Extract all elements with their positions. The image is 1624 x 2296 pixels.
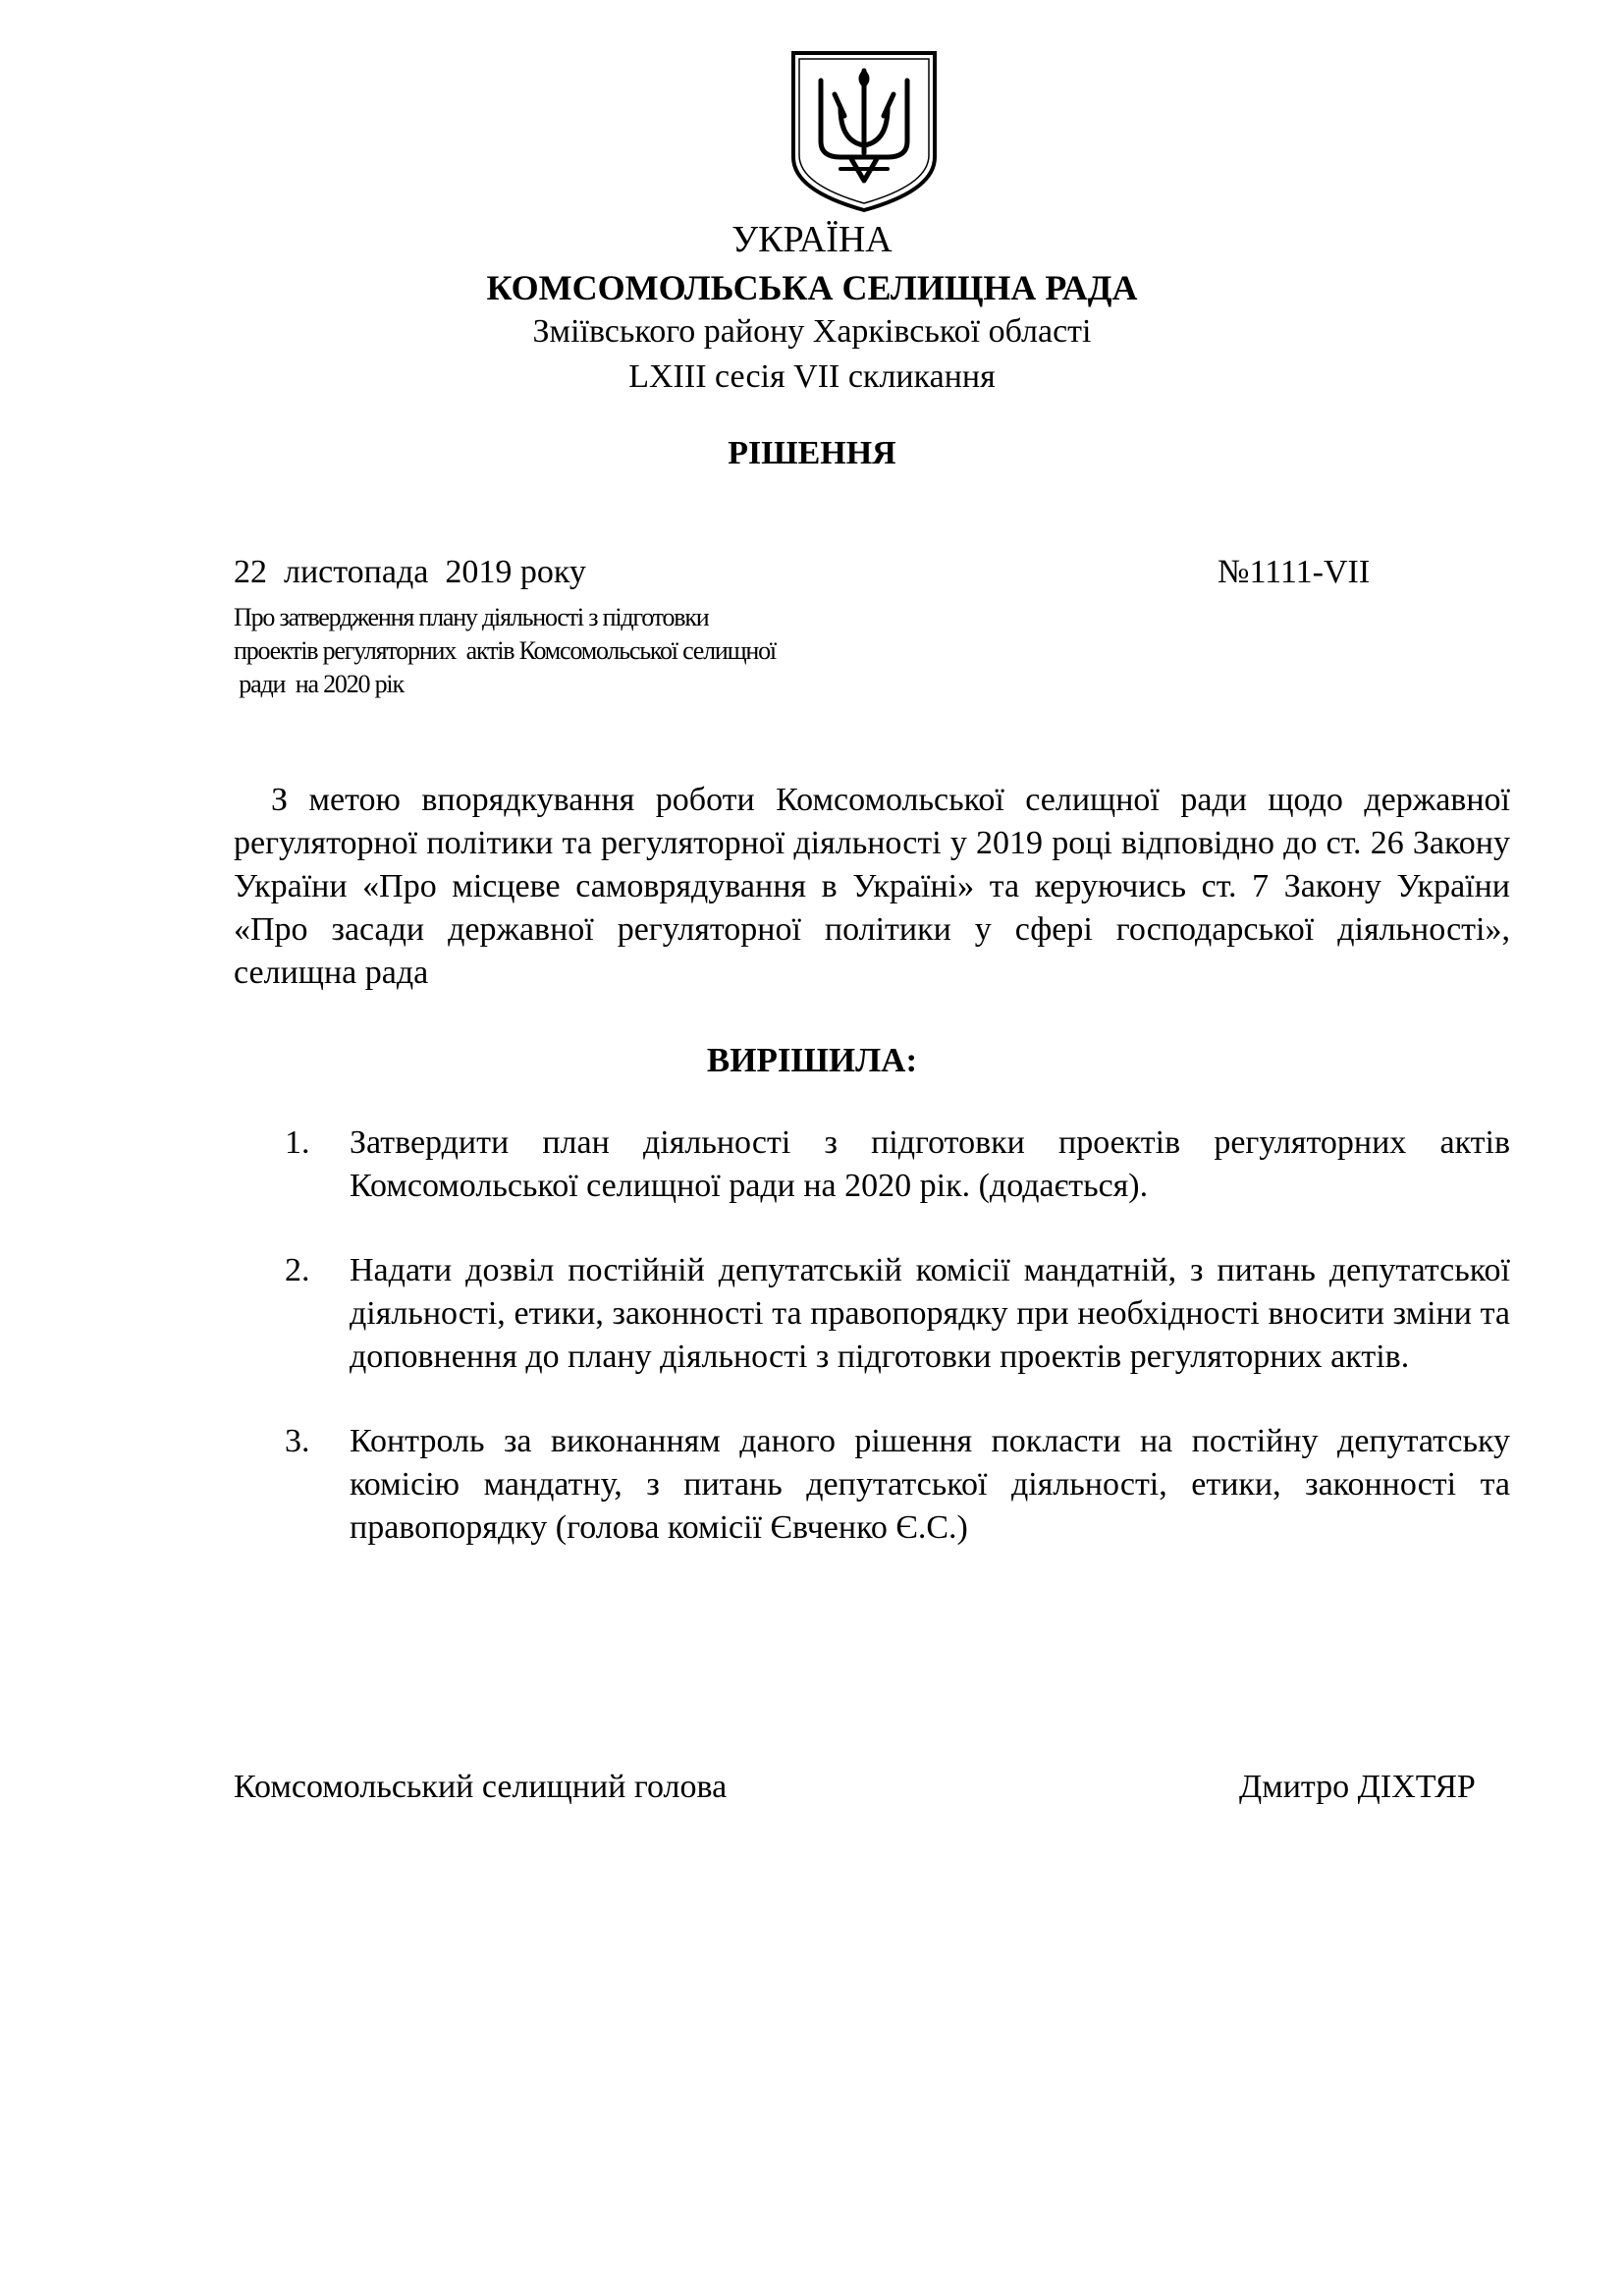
signatory-name: Дмитро ДІХТЯР [1239,1769,1476,1805]
resolution-items [234,1121,1510,1591]
council-name: КОМСОМОЛЬСЬКА СЕЛИЩНА РАДА [486,268,1138,307]
coat-of-arms-icon [785,47,943,214]
subject-line: ради на 2020 рік [234,670,404,698]
signatory-position: Комсомольський селищний голова [234,1769,728,1805]
list-item [234,1420,1510,1550]
item-number: 2. [285,1252,310,1288]
document-type-title: РІШЕННЯ [728,435,896,471]
item-text: Контроль за виконанням даного рішення покласти на постійну депутатську комісію мандатну, з питань депутатської діяльності, етики, законності та правопорядку (голова комісії Євченко Є.С.) [350,1423,1510,1546]
item-text: Затвердити план діяльності з підготовки проектів регуляторних актів Комсомольської селищної ради на 2020 рік. (додається). [350,1124,1510,1204]
list-item [234,1249,1510,1379]
session-line: LXIII сесія VII скликання [628,358,996,395]
decision-subject [234,601,862,701]
resolved-heading: ВИРІШИЛА: [706,1041,918,1079]
preamble-paragraph: З метою впорядкування роботи Комсомольської селищної ради щодо державної регуляторної політики та регуляторної діяльності у 2019 році відповідно до ст. 26 Закону України «Про місцеве самоврядування в Україні» та керуючись ст. 7 Закону України «Про засади державної регуляторної політики у сфері господарської діяльності», селищна рада [234,782,1510,991]
subject-line: проектів регуляторних актів Комсомольської селищної [234,636,776,665]
item-number: 1. [285,1124,310,1161]
subject-line: Про затвердження плану діяльності з підготовки [234,603,709,631]
decision-date: 22 листопада 2019 року [234,554,586,590]
list-item [234,1121,1510,1208]
item-number: 3. [285,1423,310,1459]
district-line: Зміївського району Харківської області [532,313,1092,350]
item-text: Надати дозвіл постійній депутатській комісії мандатній, з питань депутатської діяльності, етики, законності та правопорядку при необхідності вносити зміни та доповнення до плану діяльності з підготовки проектів регуляторних актів. [350,1252,1510,1375]
country-title: УКРАЇНА [731,219,893,260]
decision-number: №1111-VII [1218,554,1371,590]
